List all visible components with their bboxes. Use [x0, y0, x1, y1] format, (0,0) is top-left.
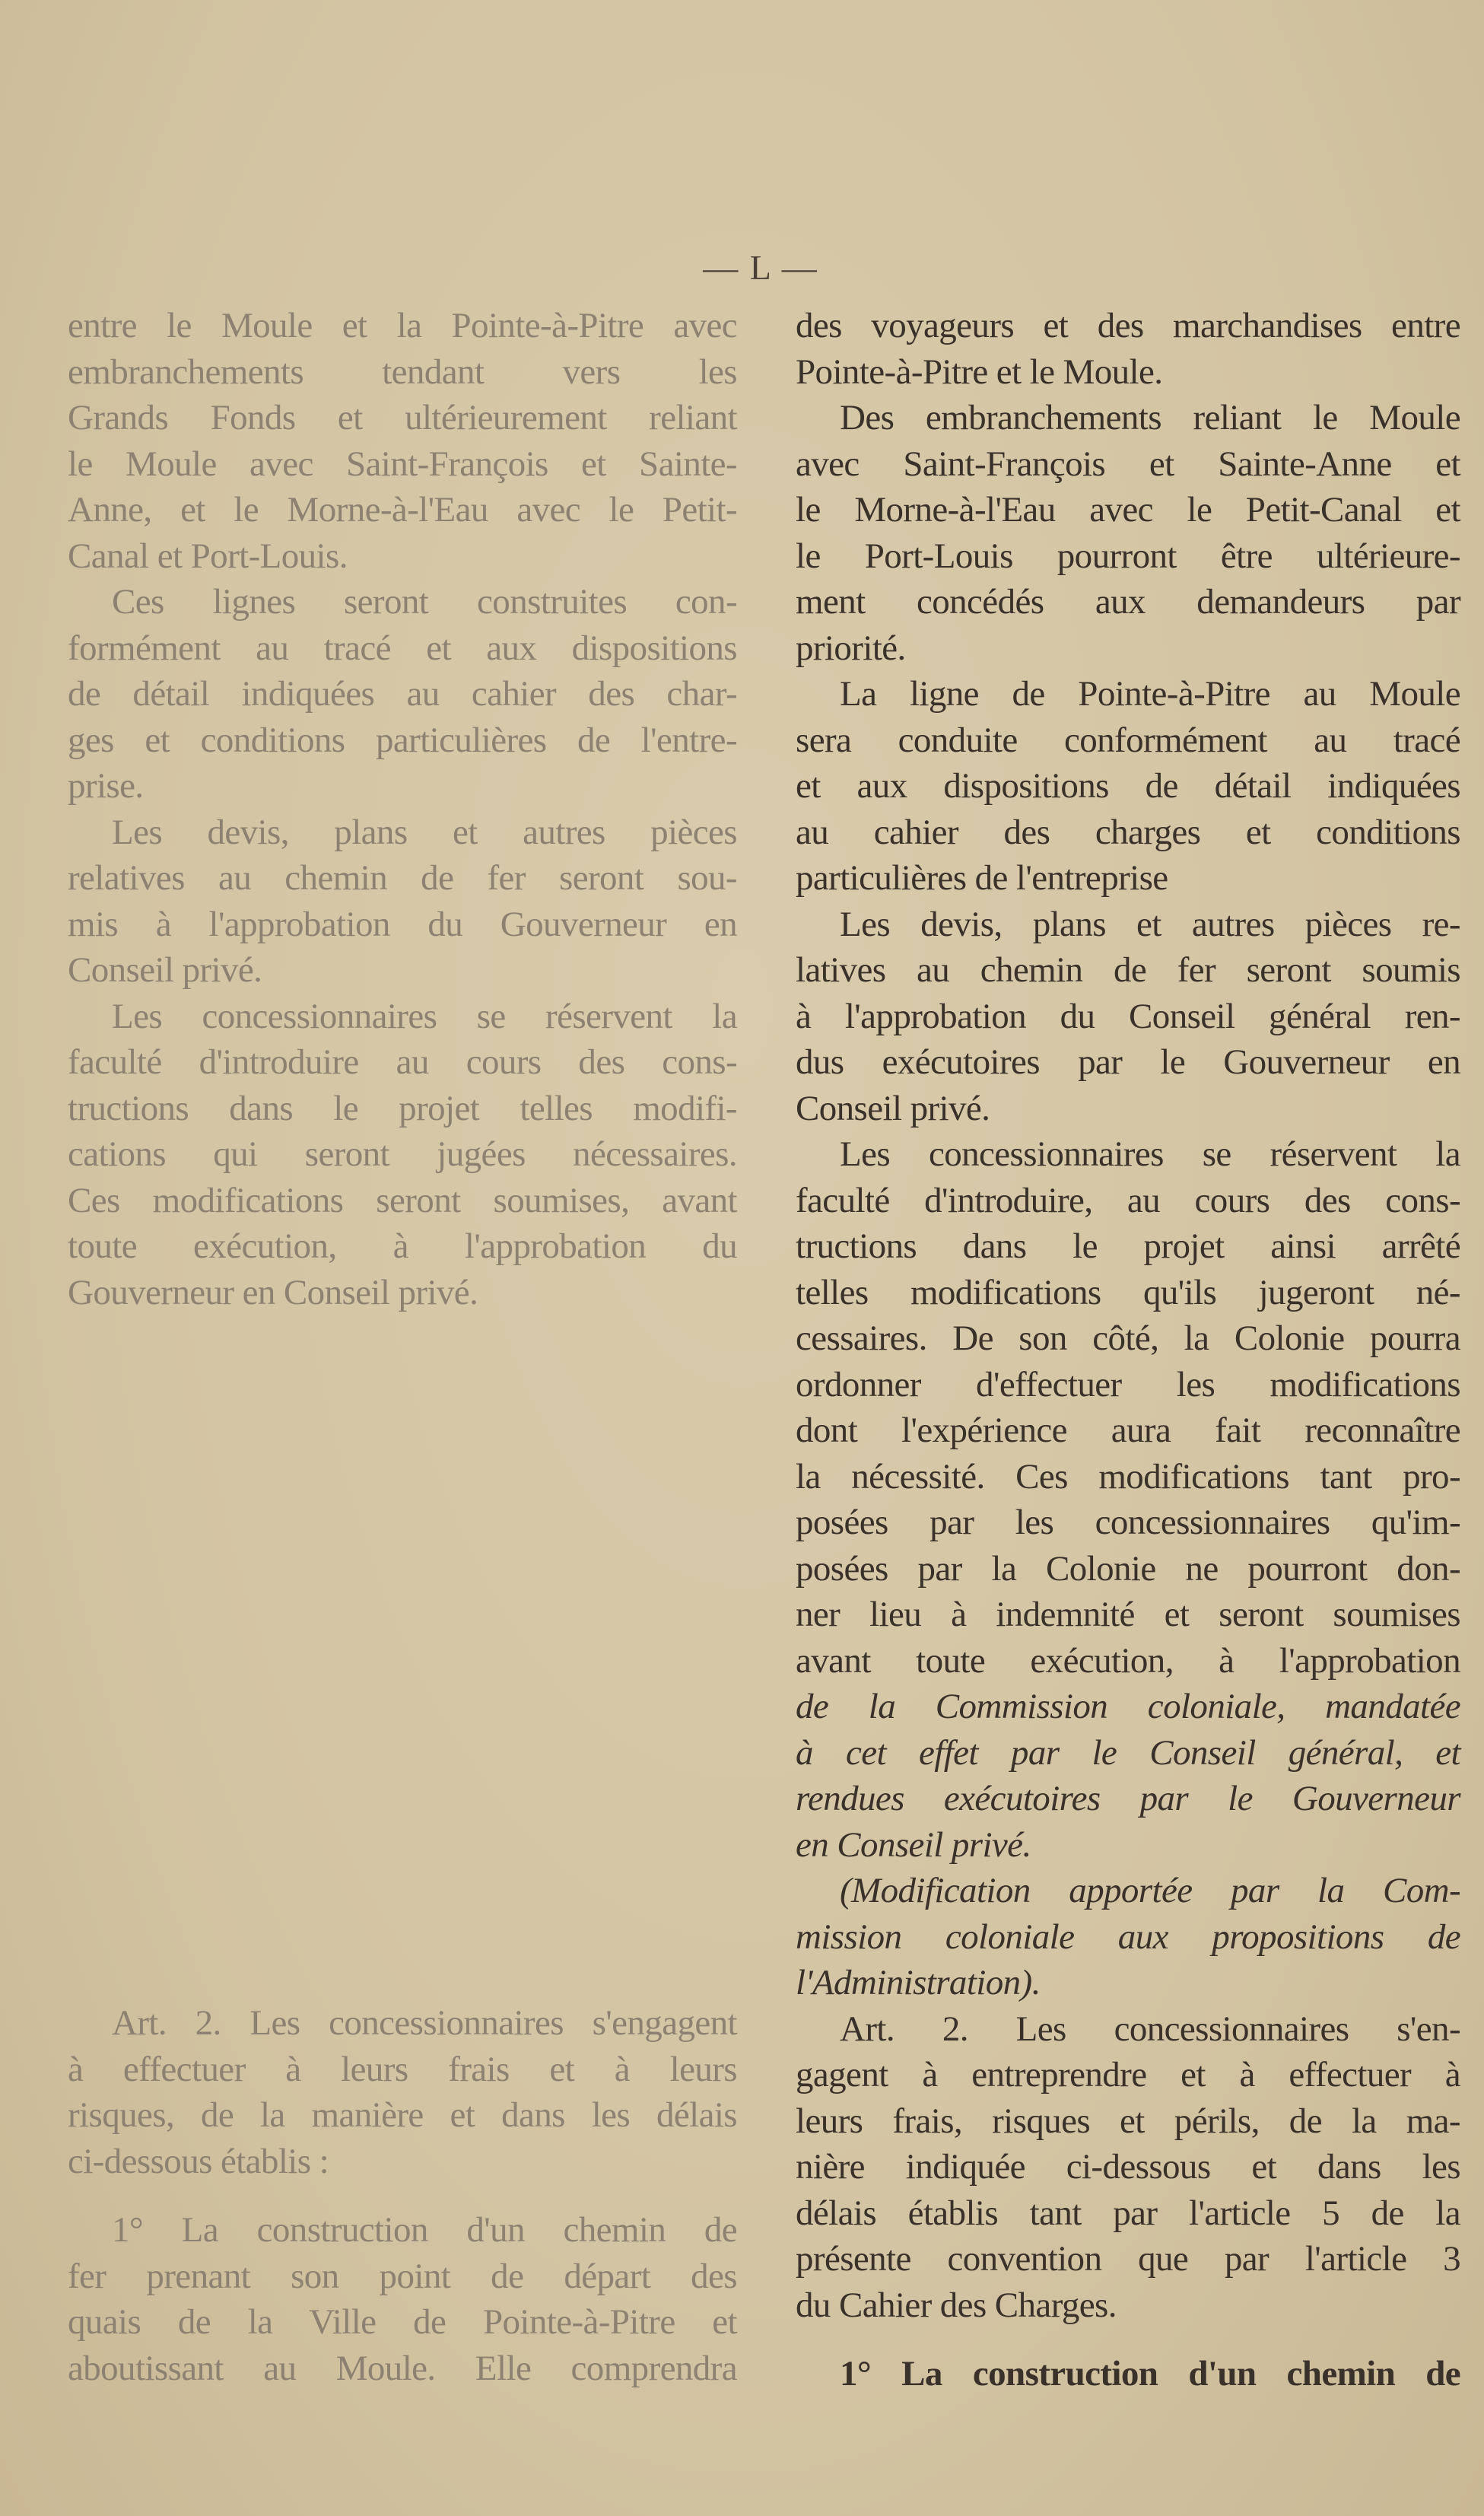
paragraph [796, 2006, 1460, 2329]
text-line: ges et conditions particulières de l'entre- [68, 720, 737, 760]
paragraph [68, 303, 737, 579]
text-line: nière indiquée ci-dessous et dans les [796, 2147, 1460, 2187]
text-line: Canal et Port-Louis. [68, 536, 348, 576]
text-line: rendues exécutoires par le Gouverneur [796, 1779, 1460, 1818]
text-line: Art. 2. Les concessionnaires s'engagent [112, 2003, 737, 2043]
paragraph [796, 395, 1460, 671]
text-line: 1° La construction d'un chemin de [840, 2354, 1460, 2394]
text-line: le Moule avec Saint-François et Sainte- [68, 444, 737, 484]
left-column [68, 303, 737, 2391]
paragraph [796, 902, 1460, 1132]
text-line: délais établis tant par l'article 5 de la [796, 2193, 1460, 2233]
text-line: priorité. [796, 628, 906, 668]
paragraph [796, 303, 1460, 395]
text-line: cations qui seront jugées nécessaires. [68, 1134, 737, 1174]
text-line: à effectuer à leurs frais et à leurs [68, 2049, 737, 2089]
text-line: gagent à entreprendre et à effectuer à [796, 2055, 1460, 2095]
text-line: tructions dans le projet ainsi arrêté [796, 1226, 1460, 1266]
text-line: posées par les concessionnaires qu'im- [796, 1503, 1460, 1542]
text-line: embranchements tendant vers les [68, 351, 737, 392]
text-line: sera conduite conformément au tracé [796, 720, 1460, 760]
text-line: particulières de l'entreprise [796, 858, 1168, 898]
right-column [796, 303, 1460, 2397]
text-line: aboutissant au Moule. Elle comprendra [68, 2348, 737, 2388]
text-line: Pointe-à-Pitre et le Moule. [796, 351, 1163, 392]
paragraph [68, 2207, 737, 2391]
text-line: Les concessionnaires se réservent la [840, 1134, 1460, 1174]
text-line: toute exécution, à l'approbation du [68, 1226, 737, 1266]
text-line: (Modification apportée par la Com- [840, 1871, 1460, 1910]
paragraph [68, 579, 737, 810]
paragraph [796, 2351, 1460, 2397]
text-line: et aux dispositions de détail indiquées [796, 766, 1460, 806]
paragraph [68, 810, 737, 994]
text-line: Les devis, plans et autres pièces [112, 812, 737, 852]
text-line: dont l'expérience aura fait reconnaître [796, 1411, 1460, 1450]
text-line: Des embranchements reliant le Moule [840, 398, 1460, 437]
text-line: Grands Fonds et ultérieurement reliant [68, 398, 737, 437]
text-line: entre le Moule et la Pointe-à-Pitre avec [68, 306, 737, 345]
text-line: de la Commission coloniale, mandatée [796, 1687, 1460, 1726]
text-line: ment concédés aux demandeurs par [796, 582, 1460, 622]
text-line: telles modifications qu'ils jugeront né- [796, 1272, 1460, 1312]
text-line: Les concessionnaires se réservent la [112, 996, 737, 1036]
text-line: formément au tracé et aux dispositions [68, 628, 737, 668]
text-line: Ces lignes seront construites con- [112, 582, 737, 622]
page-marker: — L — [703, 248, 818, 287]
text-line: Ces modifications seront soumises, avant [68, 1180, 737, 1220]
text-line: du Cahier des Charges. [796, 2285, 1117, 2325]
paragraph-spacer [796, 2328, 1460, 2351]
text-line: de détail indiquées au cahier des char- [68, 674, 737, 714]
text-line: Conseil privé. [796, 1088, 990, 1128]
text-line: prise. [68, 766, 144, 806]
text-line: avant toute exécution, à l'approbation [796, 1640, 1460, 1681]
paragraph [796, 1868, 1460, 2006]
text-line: posées par la Colonie ne pourront don- [796, 1548, 1460, 1589]
paragraph-spacer [68, 1315, 737, 2000]
text-line: Les devis, plans et autres pièces re- [840, 904, 1460, 944]
paragraph [796, 1131, 1460, 1684]
text-line: fer prenant son point de départ des [68, 2256, 737, 2296]
text-line: le Morne-à-l'Eau avec le Petit-Canal et [796, 490, 1460, 530]
text-line: l'Administration). [796, 1963, 1041, 2002]
text-line: latives au chemin de fer seront soumis [796, 950, 1460, 990]
text-line: 1° La construction d'un chemin de [112, 2210, 737, 2250]
paragraph [68, 994, 737, 1316]
text-line: dus exécutoires par le Gouverneur en [796, 1042, 1460, 1082]
text-line: Art. 2. Les concessionnaires s'en- [840, 2009, 1460, 2049]
text-line: mis à l'approbation du Gouverneur en [68, 904, 737, 944]
text-line: présente convention que par l'article 3 [796, 2239, 1460, 2279]
text-line: à cet effet par le Conseil général, et [796, 1732, 1460, 1773]
paragraph [796, 671, 1460, 902]
paragraph [68, 2000, 737, 2184]
text-line: cessaires. De son côté, la Colonie pourra [796, 1318, 1460, 1358]
text-line: ordonner d'effectuer les modifications [796, 1364, 1460, 1404]
text-line: tructions dans le projet telles modifi- [68, 1088, 737, 1128]
text-line: des voyageurs et des marchandises entre [796, 306, 1460, 345]
text-line: à l'approbation du Conseil général ren- [796, 996, 1460, 1036]
paragraph-spacer [68, 2184, 737, 2207]
text-line: la nécessité. Ces modifications tant pro- [796, 1456, 1460, 1497]
text-line: ner lieu à indemnité et seront soumises [796, 1595, 1460, 1634]
text-line: La ligne de Pointe-à-Pitre au Moule [840, 674, 1460, 714]
text-line: Conseil privé. [68, 950, 262, 990]
text-line: leurs frais, risques et périls, de la ma- [796, 2101, 1460, 2141]
paragraph [796, 1684, 1460, 1868]
text-line: faculté d'introduire au cours des cons- [68, 1042, 737, 1082]
text-line: en Conseil privé. [796, 1824, 1031, 1865]
text-line: Anne, et le Morne-à-l'Eau avec le Petit- [68, 490, 737, 530]
text-line: au cahier des charges et conditions [796, 812, 1460, 852]
text-line: relatives au chemin de fer seront sou- [68, 858, 737, 898]
text-line: mission coloniale aux propositions de [796, 1916, 1460, 1957]
text-line: faculté d'introduire, au cours des cons- [796, 1180, 1460, 1220]
text-line: avec Saint-François et Sainte-Anne et [796, 444, 1460, 484]
text-line: risques, de la manière et dans les délais [68, 2095, 737, 2135]
text-line: ci-dessous établis : [68, 2141, 329, 2181]
text-line: Gouverneur en Conseil privé. [68, 1272, 478, 1312]
text-line: le Port-Louis pourront être ultérieure- [796, 536, 1460, 576]
text-line: quais de la Ville de Pointe-à-Pitre et [68, 2302, 737, 2342]
